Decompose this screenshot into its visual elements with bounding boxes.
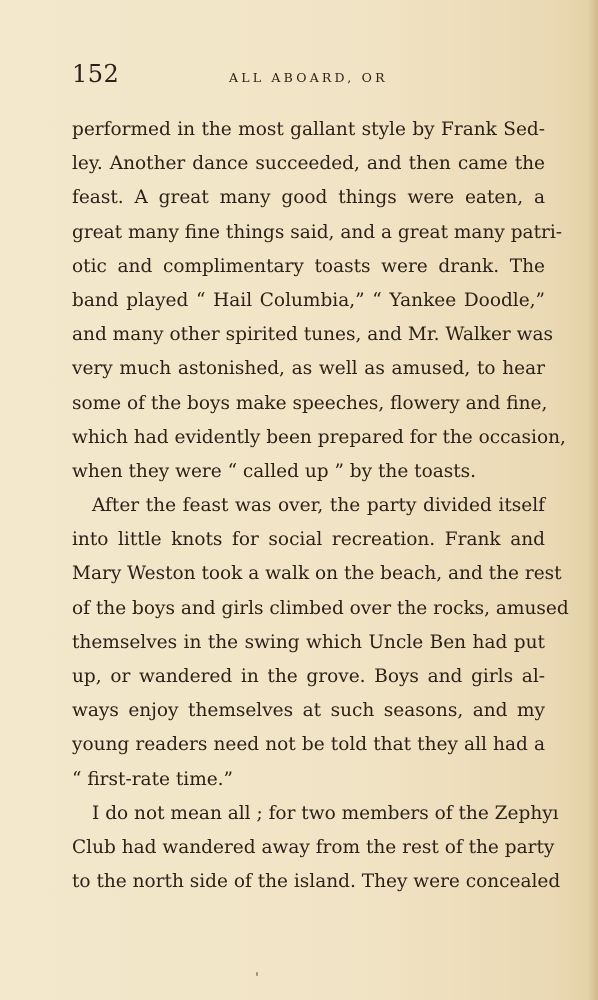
text-line: to the north side of the island. They were concealed — [72, 871, 561, 893]
text-line: ley. Another dance succeeded, and then came the — [72, 153, 545, 175]
text-line: performed in the most gallant style by Frank Sed- — [72, 119, 545, 140]
text-line: band played “ Hail Columbia,” “ Yankee Doodle,” — [72, 289, 545, 311]
text-line: otic and complimentary toasts were drank. The — [72, 255, 545, 277]
text-line: into little knots for social recreation. Frank and — [72, 529, 545, 551]
text-line: of the boys and girls climbed over the rocks, amused — [72, 597, 569, 619]
text-line: very much astonished, as well as amused, to hear — [72, 358, 545, 380]
text-line: feast. A great many good things were eaten, a — [72, 187, 545, 209]
text-line: After the feast was over, the party divided itself — [92, 495, 545, 517]
page-edge-shadow — [588, 0, 598, 1000]
body-text — [72, 113, 569, 899]
text-line: up, or wandered in the grove. Boys and girls al- — [72, 666, 545, 687]
text-line: themselves in the swing which Uncle Ben had put — [72, 631, 545, 653]
text-line: and many other spirited tunes, and Mr. Walker was — [72, 324, 554, 346]
text-line: when they were “ called up ” by the toasts. — [72, 460, 477, 482]
text-line: some of the boys make speeches, flowery and fine, — [72, 392, 548, 414]
text-line: I do not mean all ; for two members of the Zephyı — [92, 802, 559, 824]
text-line: young readers need not be told that they all had a — [72, 734, 545, 756]
text-line: Club had wandered away from the rest of the party — [72, 836, 555, 858]
page-header — [72, 60, 548, 90]
text-line: great many fine things said, and a great many patri- — [72, 221, 563, 243]
text-line: Mary Weston took a walk on the beach, and the rest — [72, 563, 562, 585]
text-line: ways enjoy themselves at such seasons, and my — [72, 700, 545, 722]
text-line: “ first-rate time.” — [72, 768, 234, 790]
running-head: ALL ABOARD, OR — [229, 70, 388, 85]
page-number: 152 — [72, 60, 120, 88]
text-line: which had evidently been prepared for the occasion, — [72, 426, 566, 448]
paper-speck — [256, 972, 258, 976]
